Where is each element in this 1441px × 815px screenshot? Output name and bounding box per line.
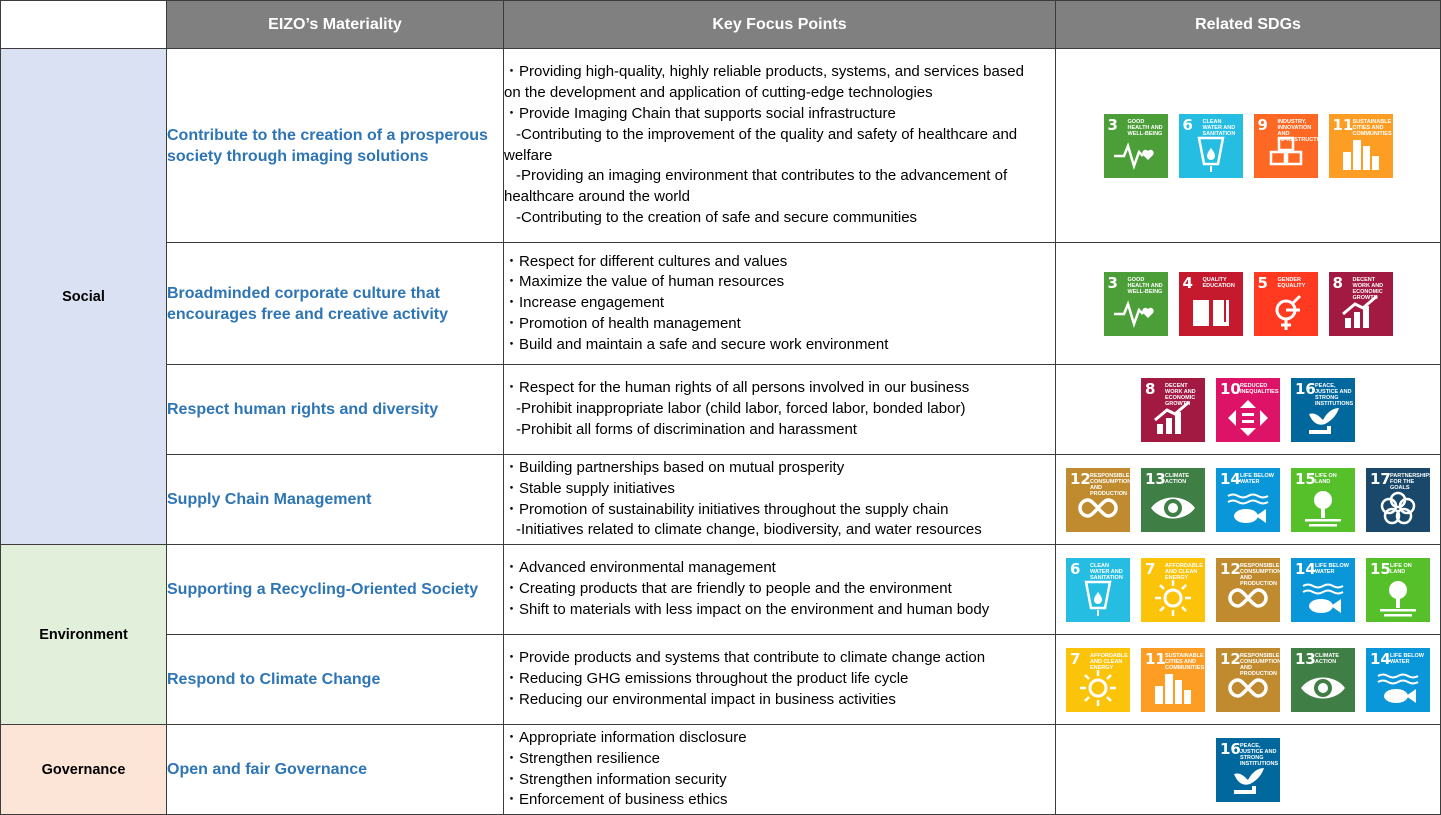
related-sdgs (1056, 243, 1441, 365)
materiality-name (167, 365, 504, 455)
sdg-15-tile (1291, 468, 1355, 532)
sdg-number: 13 (1295, 649, 1316, 668)
header-row (1, 1, 1441, 49)
focus-line: ・Strengthen resilience (504, 749, 660, 767)
sdg-number: 12 (1070, 469, 1091, 488)
sdg-14-tile (1291, 558, 1355, 622)
sdg-number: 7 (1070, 649, 1081, 668)
sdg-4-tile (1179, 272, 1243, 336)
table-row (1, 635, 1441, 725)
sdg-label: LIFE ON LAND (1315, 472, 1337, 485)
focus-points (504, 545, 1056, 635)
sdg-10-tile (1216, 378, 1280, 442)
sdg-label: PEACE, JUSTICE AND STRONG INSTITUTIONS (1240, 742, 1279, 767)
sdg-11-tile (1329, 114, 1393, 178)
related-sdgs (1056, 365, 1441, 455)
sdg-label: RESPONSIBLE CONSUMPTION AND PRODUCTION (1090, 472, 1132, 497)
infinity-icon (1074, 488, 1122, 528)
city-icon (1149, 668, 1197, 708)
table-row (1, 545, 1441, 635)
gender-icon (1262, 292, 1310, 332)
related-sdgs (1056, 725, 1441, 815)
sdg-label: GENDER EQUALITY (1277, 276, 1306, 289)
sdg-number: 14 (1220, 469, 1241, 488)
sdg-17-tile (1366, 468, 1433, 532)
sdg-number: 11 (1145, 649, 1166, 668)
focus-points (504, 725, 1056, 815)
materiality-name-line: society through imaging solutions (167, 147, 429, 165)
sdg-label: GOOD HEALTH AND WELL-BEING (1127, 118, 1163, 137)
table-row (1, 243, 1441, 365)
focus-line: ・Appropriate information disclosure (504, 728, 747, 746)
focus-points (504, 243, 1056, 365)
eye-globe-icon (1149, 488, 1197, 528)
focus-points (504, 635, 1056, 725)
dove-icon (1299, 398, 1347, 438)
sdg-label: RESPONSIBLE CONSUMPTION AND PRODUCTION (1240, 562, 1282, 587)
header-key-focus-points: Key Focus Points (504, 1, 1056, 49)
sdg-label: CLIMATE ACTION (1315, 652, 1340, 665)
fish-icon (1224, 488, 1272, 528)
city-icon (1337, 134, 1385, 174)
sdg-5-tile (1254, 272, 1318, 336)
sdg-number: 7 (1145, 559, 1156, 578)
sdg-8-tile (1141, 378, 1205, 442)
fish-icon (1299, 578, 1347, 618)
sdg-15-tile (1366, 558, 1430, 622)
focus-line: -Prohibit inappropriate labor (child labor, forced labor, bonded labor) (516, 400, 966, 418)
focus-line: ・Reducing GHG emissions throughout the product life cycle (504, 670, 909, 688)
focus-points (504, 49, 1056, 243)
sdg-7-tile (1141, 558, 1205, 622)
sdg-number: 14 (1370, 649, 1391, 668)
sdg-number: 12 (1220, 649, 1241, 668)
materiality-name (167, 545, 504, 635)
table-row (1, 455, 1441, 545)
sdg-11-tile (1141, 648, 1205, 712)
sun-icon (1149, 578, 1197, 618)
materiality-name (167, 243, 504, 365)
focus-line: healthcare around the world (504, 188, 690, 206)
dove-icon (1224, 758, 1272, 798)
book-icon (1187, 292, 1235, 332)
materiality-name-line: Supply Chain Management (167, 491, 372, 508)
focus-line: ・Creating products that are friendly to people and the environment (504, 580, 952, 598)
sdg-13-tile (1141, 468, 1205, 532)
sdg-8-tile (1329, 272, 1393, 336)
table-row (1, 725, 1441, 815)
sdg-number: 15 (1370, 559, 1391, 578)
sdg-14-tile (1216, 468, 1280, 532)
sdg-number: 6 (1182, 115, 1193, 134)
focus-line: ・Reducing our environmental impact in business activities (504, 690, 896, 708)
sdg-16-tile (1291, 378, 1355, 442)
equality-arrows-icon (1224, 398, 1272, 438)
focus-line: ・Enforcement of business ethics (504, 791, 728, 809)
header-materiality: EIZO’s Materiality (167, 1, 504, 49)
related-sdgs (1056, 455, 1441, 545)
materiality-name-line: Open and fair Governance (167, 761, 368, 778)
sdg-label: LIFE BELOW WATER (1315, 562, 1349, 575)
sdg-label: LIFE BELOW WATER (1240, 472, 1274, 485)
focus-line: ・Shift to materials with less impact on the environment and human body (504, 600, 990, 618)
water-drop-icon (1187, 134, 1235, 174)
sdg-number: 11 (1332, 115, 1354, 134)
header-blank-cell (1, 1, 167, 49)
sdg-label: LIFE ON LAND (1390, 562, 1412, 575)
materiality-name-line: Respect human rights and diversity (167, 401, 439, 418)
focus-line: ・Provide products and systems that contribute to climate change action (504, 649, 986, 667)
growth-chart-icon (1149, 398, 1197, 438)
focus-line: -Providing an imaging environment that contributes to the advancement of (516, 167, 1008, 185)
heartbeat-icon (1112, 134, 1160, 174)
sdg-label: DECENT WORK AND ECONOMIC GROWTH (1165, 382, 1196, 407)
sdg-13-tile (1291, 648, 1355, 712)
focus-line: ・Providing high-quality, highly reliable products, systems, and services based (504, 63, 1024, 81)
related-sdgs (1056, 635, 1441, 725)
sdg-3-tile (1104, 272, 1168, 336)
cubes-icon (1262, 134, 1310, 174)
focus-line: ・Advanced environmental management (504, 559, 776, 577)
sdg-12-tile (1216, 648, 1280, 712)
sdg-6-tile (1066, 558, 1130, 622)
tree-icon (1374, 578, 1422, 618)
header-related-sdgs: Related SDGs (1056, 1, 1441, 49)
sdg-label: CLEAN WATER AND SANITATION (1090, 562, 1123, 581)
sdg-number: 17 (1370, 469, 1391, 488)
materiality-name-line: Broadminded corporate culture that (167, 284, 440, 302)
sdg-12-tile (1216, 558, 1280, 622)
table-row (1, 49, 1441, 243)
sdg-3-tile (1104, 114, 1168, 178)
focus-line: -Initiatives related to climate change, biodiversity, and water resources (516, 521, 982, 539)
materiality-name-line: Contribute to the creation of a prosperous (167, 126, 488, 144)
eye-globe-icon (1299, 668, 1347, 708)
focus-line: ・Building partnerships based on mutual prosperity (504, 458, 845, 476)
tree-icon (1299, 488, 1347, 528)
growth-chart-icon (1337, 292, 1385, 332)
category-environment: Environment (1, 545, 167, 725)
sdg-label: PARTNERSHIPS FOR THE GOALS (1390, 472, 1433, 491)
focus-line: welfare (504, 146, 553, 164)
sdg-14-tile (1366, 648, 1430, 712)
materiality-name-line: Respond to Climate Change (167, 671, 381, 688)
sdg-label: AFFORDABLE AND CLEAN ENERGY (1165, 562, 1203, 581)
sdg-label: INDUSTRY, INNOVATION AND INFRASTRUCTURE (1277, 118, 1329, 143)
sdg-number: 16 (1295, 379, 1316, 398)
materiality-name-line: encourages free and creative activity (167, 305, 449, 323)
materiality-name (167, 49, 504, 243)
focus-line: -Contributing to the creation of safe and secure communities (516, 208, 918, 226)
sdg-label: SUSTAINABLE CITIES AND COMMUNITIES (1165, 652, 1205, 671)
related-sdgs (1056, 49, 1441, 243)
sdg-12-tile (1066, 468, 1130, 532)
sdg-label: PEACE, JUSTICE AND STRONG INSTITUTIONS (1315, 382, 1354, 407)
sdg-number: 14 (1295, 559, 1316, 578)
infinity-icon (1224, 668, 1272, 708)
sdg-number: 12 (1220, 559, 1241, 578)
sdg-9-tile (1254, 114, 1329, 178)
sdg-16-tile (1216, 738, 1280, 802)
water-drop-icon (1074, 578, 1122, 618)
sdg-label: RESPONSIBLE CONSUMPTION AND PRODUCTION (1240, 652, 1282, 677)
sdg-7-tile (1066, 648, 1130, 712)
focus-line: ・Respect for different cultures and values (504, 252, 788, 270)
focus-line: on the development and application of cutting-edge technologies (504, 84, 933, 102)
sdg-label: LIFE BELOW WATER (1390, 652, 1424, 665)
materiality-name (167, 455, 504, 545)
rings-icon (1374, 488, 1422, 528)
focus-points (504, 365, 1056, 455)
focus-line: -Prohibit all forms of discrimination and harassment (516, 420, 857, 438)
focus-line: ・Increase engagement (504, 294, 665, 312)
focus-line: ・Build and maintain a safe and secure work environment (504, 335, 889, 353)
sun-icon (1074, 668, 1122, 708)
sdg-label: SUSTAINABLE CITIES AND COMMUNITIES (1352, 118, 1392, 137)
focus-line: ・Stable supply initiatives (504, 479, 675, 497)
sdg-number: 4 (1182, 273, 1193, 292)
sdg-label: AFFORDABLE AND CLEAN ENERGY (1090, 652, 1128, 671)
sdg-label: REDUCED INEQUALITIES (1240, 382, 1279, 395)
materiality-name-line: Supporting a Recycling-Oriented Society (167, 581, 479, 598)
table-row (1, 365, 1441, 455)
sdg-number: 9 (1257, 115, 1268, 134)
sdg-number: 10 (1220, 379, 1241, 398)
heartbeat-icon (1112, 292, 1160, 332)
focus-line: ・Maximize the value of human resources (504, 273, 785, 291)
sdg-number: 16 (1220, 739, 1241, 758)
infinity-icon (1224, 578, 1272, 618)
sdg-number: 6 (1070, 559, 1081, 578)
sdg-label: QUALITY EDUCATION (1202, 276, 1235, 289)
focus-line: ・Promotion of sustainability initiatives throughout the supply chain (504, 500, 949, 518)
sdg-number: 8 (1332, 273, 1343, 292)
focus-line: -Contributing to the improvement of the quality and safety of healthcare and (516, 125, 1018, 143)
sdg-6-tile (1179, 114, 1243, 178)
related-sdgs (1056, 545, 1441, 635)
sdg-label: CLEAN WATER AND SANITATION (1202, 118, 1236, 137)
focus-line: ・Strengthen information security (504, 770, 727, 788)
sdg-number: 8 (1145, 379, 1156, 398)
sdg-number: 3 (1107, 115, 1118, 134)
fish-icon (1374, 668, 1422, 708)
sdg-number: 13 (1145, 469, 1166, 488)
focus-points (504, 455, 1056, 545)
sdg-number: 15 (1295, 469, 1316, 488)
focus-line: ・Promotion of health management (504, 314, 741, 332)
sdg-label: DECENT WORK AND ECONOMIC GROWTH (1352, 276, 1384, 301)
category-governance: Governance (1, 725, 167, 815)
focus-line: ・Provide Imaging Chain that supports social infrastructure (504, 104, 896, 122)
sdg-label: CLIMATE ACTION (1165, 472, 1190, 485)
sdg-number: 3 (1107, 273, 1118, 292)
category-social: Social (1, 49, 167, 545)
materiality-name (167, 635, 504, 725)
sdg-number: 5 (1257, 273, 1268, 292)
sdg-label: GOOD HEALTH AND WELL-BEING (1127, 276, 1163, 295)
materiality-name (167, 725, 504, 815)
focus-line: ・Respect for the human rights of all persons involved in our business (504, 379, 970, 397)
